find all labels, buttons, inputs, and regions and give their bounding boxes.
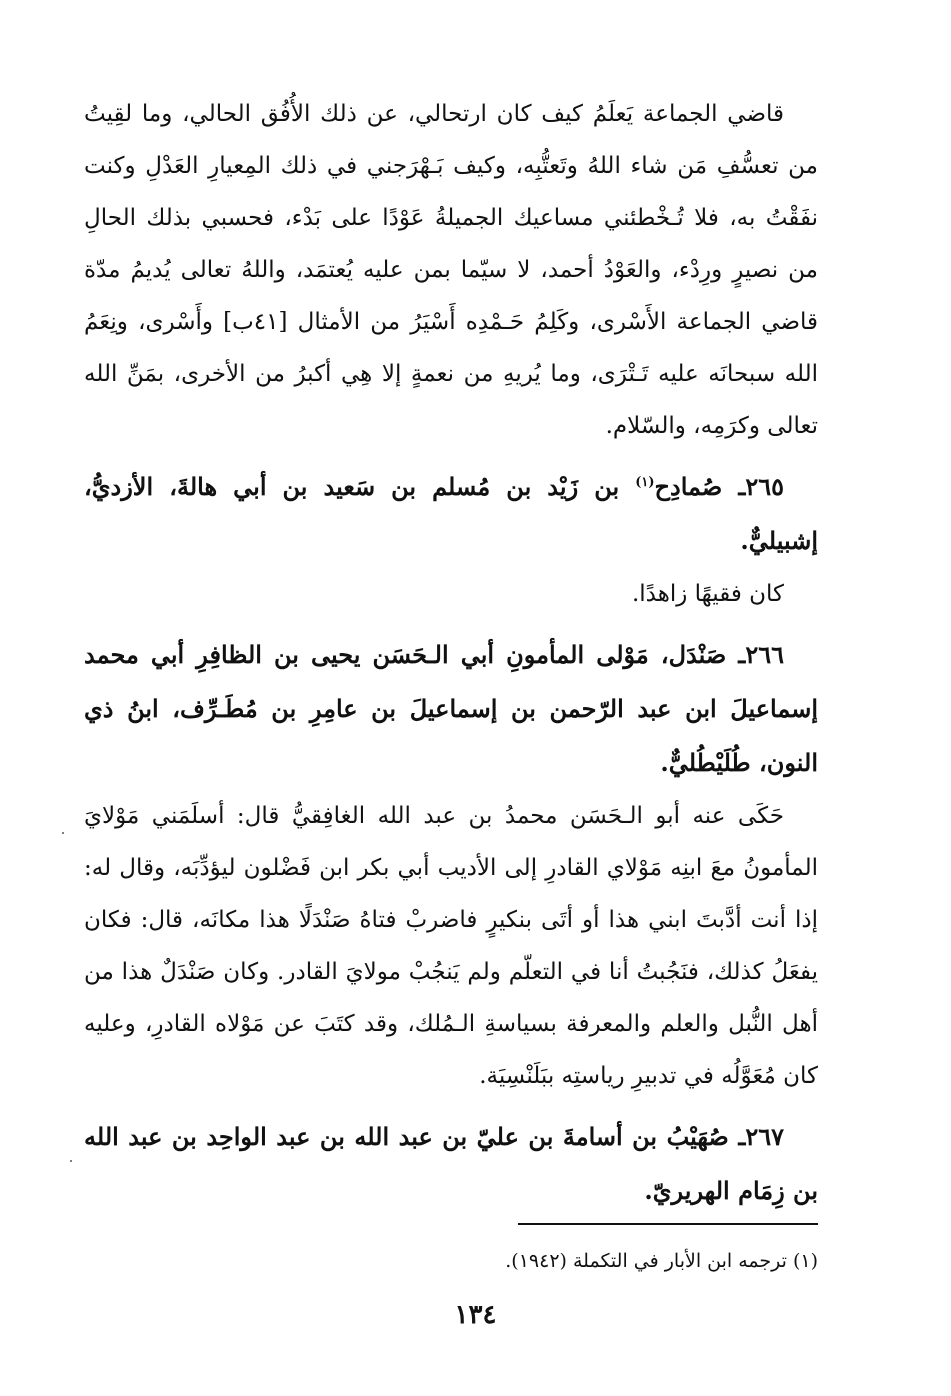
footnote-reference-1[interactable]: (١) [635, 475, 655, 490]
entry-266-text: صَنْدَل، مَوْلى المأمونِ أبي الـحَسَن يحيى بن الظافِرِ أبي محمد إسماعيلَ ابن عبد الرّحمن بن إسماعيلَ بن عامِرِ بن مُطَـرِّف، ابنُ ذي النون، طُلَيْطُليٌّ. [84, 640, 818, 777]
entry-266-number: ٢٦٦ـ [738, 640, 784, 669]
entry-266-heading [84, 628, 818, 790]
entry-266-description: حَكَى عنه أبو الـحَسَن محمدُ بن عبد الله الغافِقيُّ قال: أسلَمَني مَوْلايَ المأمونُ معَ ابنِه مَوْلاي القادرِ إلى الأديب أبي بكر ابن فَضْلون ليؤدِّبَه، وقال له: إذا أنت أدَّبتَ ابني هذا أو أتَى بنكيرٍ فاضربْ فتاهُ صَنْدَلًا هذا مكانَه، قال: فكان يفعَلُ كذلك، فنَجُبتُ أنا في التعلّم ولم يَنجُبْ مولايَ القادر. وكان صَنْدَلٌ هذا من أهل النُّبل والعلم والمعرفة بسياسةِ الـمُلك، وقد كتَبَ عن مَوْلاه القادرِ، وعليه كان مُعَوَّلُه في تدبيرِ رياستِه ببَلَنْسِيَة. [84, 803, 818, 1089]
entry-265-description: كان فقيهًا زاهدًا. [631, 581, 784, 607]
footnote-separator [518, 1223, 818, 1225]
page-body [84, 88, 818, 1218]
entry-265-lineage: بن زَيْد بن مُسلم بن سَعيد بن أبي هالةَ، الأزديُّ، إشبيليٌّ. [84, 472, 818, 555]
entry-265-name: صُمادِح [654, 472, 723, 501]
paragraph-letter-ending: قاضي الجماعة يَعلَمُ كيف كان ارتحالي، عن ذلك الأُفُق الحالي، وما لقِيتُ من تعسُّفِ مَن شاء اللهُ وتَعتُّبِه، وكيف بَـهْرَجني في ذلك المِعيارِ العَدْلِ وكنت نفَقْتُ به، فلا تُـخْطئني مساعيك الجميلةُ عَوْدًا على بَدْء، فحسبي بذلك الحالِ من نصيرٍ ورِدْء، والعَوْدُ أحمد، لا سيّما بمن عليه يُعتمَد، واللهُ تعالى يُديمُ مدّة قاضي الجماعة الأَسْرى، وكَلِمُ حَـمْدِه أَسْيَرُ من الأمثال [٤١ب] وأَسْرى، ونِعَمُ الله سبحانَه عليه تَـتْرَى، وما يُريهِ من نعمةٍ إلا هِي أكبرُ من الأخرى، بمَنِّ الله تعالى وكرَمِه، والسّلام. [84, 101, 818, 439]
entry-267-number: ٢٦٧ـ [738, 1122, 785, 1151]
page-number: ١٣٤ [454, 1300, 497, 1330]
scan-speck [62, 832, 64, 834]
entry-265-number: ٢٦٥ـ [738, 472, 785, 501]
entry-265-heading [84, 460, 818, 568]
scan-speck [70, 1160, 72, 1162]
footnote-1: (١) ترجمه ابن الأبار في التكملة (١٩٤٢). [505, 1250, 818, 1272]
entry-267-heading [84, 1110, 818, 1218]
entry-267-text: صُهَيْبُ بن أسامةَ بن عليّ بن عبد الله بن عبد الواحِد بن عبد الله بن زِمَام الهريريّ. [84, 1122, 818, 1205]
